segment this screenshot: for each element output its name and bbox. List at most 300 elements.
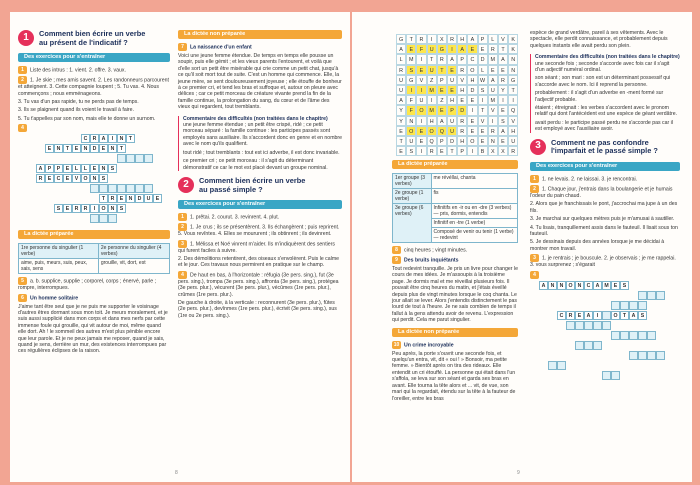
word-search-cell: A [447,54,457,64]
word-search-cell: E [437,105,447,115]
word-search-cell: H [427,116,437,126]
crossword-row [36,174,108,183]
word-search-cell: N [508,54,518,64]
crossword-cell: R [36,174,45,183]
word-search-cell: S [406,146,416,156]
word-search-cell: T [427,54,437,64]
crossword-cell [117,154,126,163]
crossword-cell: T [99,194,108,203]
crossword-cell: E [63,164,72,173]
word-search-cell: C [467,54,477,64]
right-col-1 [392,160,518,404]
crossword-row [566,321,611,330]
word-search-cell: Q [508,105,518,115]
word-search-cell: Z [437,95,447,105]
crossword-cell: I [593,311,602,320]
crossword-cell [629,351,638,360]
crossword-cell: S [638,311,647,320]
ex3-7: 3 1. je rentrais ; je bouscule. 2. je observais ; je me rappelai. 3. vous surprenez ; s'égarait [530,255,676,269]
crossword-cell [108,214,117,223]
crossword-cell [656,351,665,360]
crossword-cell [638,301,647,310]
crossword-cell: D [90,144,99,153]
crossword-cell: L [72,164,81,173]
crossword-cell [629,301,638,310]
word-search-cell: E [467,44,477,54]
word-search-cell: R [396,65,406,75]
crossword-cell [126,154,135,163]
right-page [352,12,692,482]
crossword-cell [602,371,611,380]
word-search-cell: E [437,85,447,95]
word-search-cell: Y [396,116,406,126]
left-page [10,12,350,482]
word-search-cell: F [416,44,426,54]
crossword-cell: L [81,164,90,173]
dictee-continued: espèce de grand verdâtre, pareil à ses vêtements. Avec le spectacle, elle perdit connaissance, et probablement depuis quelques instants elle avait perdu son plein. [530,30,668,49]
word-search-cell: A [437,116,447,126]
crossword-cell: R [108,194,117,203]
crossword-cell: C [584,281,593,290]
dictee-np-band: La dictée non préparée [178,30,342,39]
word-search-cell: E [396,126,406,136]
chapter-title: Comment bien écrire un verbe au présent de l'indicatif ? [39,29,146,47]
word-search-cell: U [447,75,457,85]
crossword-cell: O [611,311,620,320]
word-search-cell: H [457,85,467,95]
crossword-cell [593,321,602,330]
word-search-cell: P [457,146,467,156]
crossword-cell [135,184,144,193]
word-search-cell: N [406,116,416,126]
word-search-cell: G [406,75,416,85]
crossword-row [611,301,647,310]
chapter-number: 2 [178,177,194,193]
word-search-cell: E [447,85,457,95]
exercise-2: 2 1. Je skie ; mes amis savent. 2. Les randonneurs parcourent et atteignent. 3. Cette compagnie loupent ; 5. Tu vas. 4. Nous commençons ; nous emménageons. [18,77,169,97]
crossword-cell: M [602,281,611,290]
crossword-cell [638,331,647,340]
word-search-cell: B [478,146,488,156]
word-search-cell: T [396,136,406,146]
ex-r2-title: 9 Des bruits inquiétants [392,256,518,264]
chapter-number: 3 [530,139,546,155]
crossword-cell: E [45,144,54,153]
crossword-cell: O [81,174,90,183]
word-search-cell: Z [427,75,437,85]
crossword-cell: I [90,204,99,213]
crossword-cell: U [144,194,153,203]
word-search-cell: F [406,95,416,105]
word-search-cell: Y [396,105,406,115]
word-search-cell: A [396,95,406,105]
word-search-cell: U [508,136,518,146]
word-search-cell: T [508,85,518,95]
crossword-row [638,291,665,300]
ex-r1: 8 cinq heures ; vingt minutes. [392,246,518,254]
crossword-cell: A [584,311,593,320]
crossword-cell [602,321,611,330]
word-search-cell: E [447,65,457,75]
crossword-cell: N [54,144,63,153]
exercise-6-text: J'aime tant être seul que je ne puis me supporter le voisinage d'autres êtres dormant sous mon toit. Je meurs moralement, et je suis aussi supplicié dans mon corps et dans mes nerfs par cette immense foule qui grouille, qui vit autour de moi, même quand elle dort. Ah ! le sommeil des autres m'est plus pénible encore que leur parole. Et je ne peux jamais me reposer, quand je sais, quand je sens, derrière un mur, des existences interrompues par ces régulières éclipses de la raison. [18,303,168,355]
word-search-cell: M [488,95,498,105]
dictee-title: 7 La naissance d'un enfant [178,43,342,51]
crossword-cell: N [557,281,566,290]
word-search-cell: Q [427,136,437,146]
group-table: 1er groupe (3 verbes) me révéllai, chanta 2e groupe (1 verbe) fis 3e groupe (6 verbes) Infinitifs en -ir ou en -dre (3 verbes) — pris, dormis, entendis Infinitif en -tre (1 verbe) Composé de venir ou tenir (1 verbe) — redevint [392,173,518,243]
crossword-cell: A [629,311,638,320]
word-search-cell: E [437,146,447,156]
crossword-cell: I [108,134,117,143]
word-search-cell: G [508,75,518,85]
crossword-cell: N [99,164,108,173]
crossword-cell [629,331,638,340]
crossword-cell [566,321,575,330]
word-search-cell: R [457,126,467,136]
word-search-cell: I [427,95,437,105]
word-search-cell: O [406,126,416,136]
word-search-cell: E [478,136,488,146]
word-search-cell: V [457,75,467,85]
word-search-cell: D [457,105,467,115]
word-search-cell: U [447,126,457,136]
crossword-row [90,184,153,193]
word-search-cell: U [427,65,437,75]
crossword-cell: A [36,164,45,173]
crossword-cell: E [117,194,126,203]
crossword-cell: E [611,281,620,290]
crossword-cell [584,321,593,330]
exercise-5: 5 a. b. supplice, supplie ; corporel, corps ; énervé, parle ; rompre, interrompues. [18,278,157,292]
word-search-cell: H [467,75,477,85]
ex3-4: 3. Je marchai sur quelques mètres puis je m'amusai à sautiller. [530,216,675,223]
crossword-row [54,204,126,213]
crossword-cell [99,184,108,193]
word-search-cell: R [437,54,447,64]
crossword-cell: N [108,204,117,213]
word-search-grid [396,34,518,156]
crossword-row [557,311,647,320]
word-search-cell: I [416,146,426,156]
word-search-cell: X [498,146,508,156]
crossword-cell: N [117,134,126,143]
crossword-cell: S [54,204,63,213]
word-search-cell: P [437,75,447,85]
crossword-cell: R [566,311,575,320]
exercise-3a: 3. Tu vas d'un pas rapide, tu ne perds pas de temps. [18,99,139,105]
crossword-cell: T [117,144,126,153]
word-search-cell: N [488,136,498,146]
word-search-cell: E [498,65,508,75]
word-search-cell: R [488,126,498,136]
word-search-cell: T [406,34,416,44]
crossword-cell: C [81,134,90,143]
word-search-cell: L [396,54,406,64]
left-col-1 [18,30,170,357]
word-search-cell: V [416,75,426,85]
word-search-cell: I [427,34,437,44]
ex-r3: Peu après, la porte s'ouvrit une seconde fois, et quelqu'un entra, vit, dit « oui ! » Bonsoir, ma petite femme. » Bientôt après on tira des rideaux. Elle entendit un cri étouffé. La personne qui était dans l'un s'affola, se leva sur son séant et garda ses bras en avant. Elle tourna la tête alors et ... vit, de vue, son mari qui la regardait, étendu sur la tête à la fauteur de l'oreiller, entre les bras [392,350,516,402]
word-search-cell: P [437,136,447,146]
word-search-cell: I [406,85,416,95]
crossword-cell: E [63,174,72,183]
word-search-cell: E [467,126,477,136]
word-search-cell: Y [498,85,508,95]
crossword-row [45,144,126,153]
ex2-2: 2 1. Je crus ; ils se présentèrent. 3. Ils échangèrent ; puis reprirent. 5. Vous revîntes. 4. Elles se moururent ; ils obtinrent ; ils devinrent. [178,224,340,238]
crossword-cell: E [45,174,54,183]
crossword-row [36,164,117,173]
crossword-row [575,341,602,350]
word-search-cell: U [427,44,437,54]
crossword-cell [620,331,629,340]
crossword-cell [99,214,108,223]
word-search-cell: E [488,65,498,75]
crossword-grid [18,134,170,226]
word-search-cell: D [467,85,477,95]
chapter-number: 1 [18,30,34,46]
word-search-cell: R [498,75,508,85]
crossword-cell [575,321,584,330]
crossword-cell [557,361,566,370]
word-search-cell: V [478,116,488,126]
crossword-cell [144,184,153,193]
crossword-cell [126,184,135,193]
crossword-row [81,134,135,143]
crossword-cell: N [548,281,557,290]
word-search-cell: R [447,34,457,44]
crossword-cell: E [72,144,81,153]
word-search-cell: I [488,116,498,126]
ex-r2: Tout redevint tranquille. Je pris un livre pour changer le cours de mes idées. Je m'assoupis à la troisième page. Je dormis mal et me réveillai plusieurs fois. Il pouvait être cinq heures du matin, et j'étais éveillé depuis plus de vingt minutes lorsque le coq chanta. Le jour allait se lever. Alors j'entendis distinctement le pas lourd de tout à l'heure. Je ne sais combien de temps il fallut à la gens attendu avoir de revenu. L'expression qui perdit. Cela me parut singulier. [392,266,519,324]
crossword-cell: T [63,144,72,153]
crossword-cell [647,351,656,360]
crossword-cell: E [90,164,99,173]
exercise-3b: 3. Ils se plaignent quand ils voient le travail à faire. [18,107,134,114]
crossword-cell: N [108,144,117,153]
word-search-cell: I [416,116,426,126]
word-search-cell: I [508,95,518,105]
ex2-5: 4 De haut en bas, à l'horizontale : réfugia (3e pers. sing.), fut (3e pers. sing.), trompa (3e pers. sing.), affronta (3e pers. sing.), protégea (3e pers. plur.), vécurent (3e pers. plur.), vécûmes (1re pers. plur.), crûmes (1re pers. plur.). [178,271,339,298]
ex2-3: 3 1. Mélissa et Noé vinrent m'aider. Ils m'indiquèrent des sentiers qui furent faciles à suivre. [178,240,335,254]
word-search-cell: U [416,95,426,105]
chapter-title: Comment bien écrire un verbe au passé simple ? [199,175,306,194]
crossword-cell: A [539,281,548,290]
crossword-cell: E [63,204,72,213]
crossword-cell: A [99,134,108,143]
word-search-cell: H [457,34,467,44]
crossword-cell [90,184,99,193]
word-search-cell: E [416,136,426,146]
crossword-cell: N [575,281,584,290]
crossword-row [117,154,153,163]
crossword-cell: P [45,164,54,173]
word-search-cell: R [457,65,467,75]
ex3-5: 4. Tu lisais, tranquillement assis dans le fauteuil. Il lisait sous ton fauteuil. [530,224,678,237]
word-search-cell: M [406,54,416,64]
crossword-cell: R [81,204,90,213]
difficulty-note: Commentaire des difficultés (non traitées dans le chapitre) une jeune femme étendue ; un petit être crispé, ridé ; ce petit morceau séparé : la famille continue : les participes passés sont employés sans auxiliaire. Ils s'accordent donc en genre et en nombre avec le nom qu'ils qualifient. tout ridé ; tout tremblants : tout est ici adverbe, il est donc invariable. ce premier cri ; ce petit morceau : il s'agit du déterminant démonstratif ce car le mot est placé devant un groupe nominal. [178,116,342,171]
crossword-cell: E [575,311,584,320]
word-search-cell: E [396,146,406,156]
crossword-cell: O [99,204,108,213]
crossword-cell [638,291,647,300]
crossword-cell: S [99,174,108,183]
crossword-row [611,331,656,340]
crossword-cell [144,154,153,163]
ex2-4: 2. Des démolitions retentirent, des oiseaux s'envolèrent. Puis le calme et le jour. Ces travaux nous permirent en pratique sur le champ. [178,255,340,269]
crossword-row [99,194,162,203]
word-search-cell: A [467,34,477,44]
ex2-6: De gauche à droite, à la verticale : reconnurent (3e pers. plur.), fûtes (2e pers. plur.), devînmes (1re pers. plur.), écrivit (3e pers. sing.), sus (1re ou 2e pers. sing.). [178,299,337,319]
ex-r3-title: 10 Un crime incroyable [393,341,454,349]
word-search-cell: L [478,65,488,75]
exercise-3c: 5. Tu t'appelles par son nom, mais elle te donne un surnom. [18,115,156,122]
word-search-cell: U [447,116,457,126]
word-search-cell: E [467,95,477,105]
ex3-8-label: 4 [530,271,680,279]
crossword-cell: T [620,311,629,320]
word-search-cell: V [488,105,498,115]
crossword-cell: O [566,281,575,290]
word-search-cell: P [457,54,467,64]
word-search-cell: G [396,34,406,44]
crossword-row [629,351,665,360]
word-search-cell: T [447,146,457,156]
word-search-cell: T [498,44,508,54]
left-col-2 [178,30,342,321]
chapter-3-header [530,139,680,156]
word-search-cell: A [498,54,508,64]
word-search-cell: E [406,44,416,54]
crossword-cell: P [54,164,63,173]
crossword-cell [90,214,99,223]
word-search-cell: H [447,95,457,105]
word-search-cell: R [416,34,426,44]
crossword-cell [647,291,656,300]
word-search-cell: E [467,116,477,126]
word-search-cell: H [508,126,518,136]
word-search-cell: I [416,85,426,95]
word-search-cell: G [437,44,447,54]
word-search-cell: O [416,105,426,115]
crossword-cell [548,361,557,370]
crossword-cell: E [99,144,108,153]
crossword-cell [611,331,620,340]
word-search-cell: M [427,85,437,95]
ex3-3: 2. Alors que je franchissais le pont, j'accrochai ma jupe à un des fils. [530,201,678,214]
verb-table: 1re personne du singulier (1 verbe) 2e personne du singulier (4 verbes) aime, puis, meurs, suis, peux, sais, sens grouille, vit, dort, est [18,243,170,274]
word-search-cell: E [457,95,467,105]
crossword-cell: V [72,174,81,183]
word-search-cell: E [498,136,508,146]
word-search-cell: I [416,54,426,64]
page-number: 9 [517,470,520,476]
word-search-cell: L [488,34,498,44]
crossword-row [548,361,566,370]
crossword-row [602,371,620,380]
page-number: 8 [175,470,178,476]
crossword-cell: A [593,281,602,290]
crossword-cell [611,371,620,380]
word-search-cell: I [467,105,477,115]
word-search-cell: I [467,146,477,156]
crossword-cell [647,331,656,340]
exercises-band: Des exercices pour s'entraîner [530,162,680,171]
ex3-6: 5. Je dessinais depuis des années lorsque je me décidai à montrer mon travail. [530,239,665,252]
word-search-cell: E [478,44,488,54]
crossword-cell [117,184,126,193]
crossword-cell: D [135,194,144,203]
word-search-cell: W [478,75,488,85]
word-search-cell: M [427,105,437,115]
crossword-cell: T [126,134,135,143]
word-search-cell: U [488,85,498,95]
word-search-cell: E [416,126,426,136]
word-search-cell: V [498,34,508,44]
ex2-1: 1 1. prêtai. 2. courut. 3. revinrent. 4. plut. [178,213,342,221]
word-search-cell: E [478,126,488,136]
word-search-cell: E [416,65,426,75]
crossword-row [90,214,117,223]
crossword-cell: R [72,204,81,213]
difficulty-note: Commentaire des difficultés (non traitées dans le chapitre) une seconde fois ; seconde s'accorde avec fois car il s'agit d'un adjectif numéral ordinal. son séant ; son mari : son est un déterminant possessif qui s'accorde avec le nom. Ici il reprend la personne. probablement : il s'agit d'un adverbe en -ment formé sur l'adjectif probable. étaient ; étreignait : les verbes s'accordent avec le pronom relatif qui dont l'antécédent est une espèce de géant verdâtre. avait perdu : le participe passé perdu ne s'accorde pas car il est employé avec l'auxiliaire avoir. [530,54,680,132]
word-search-cell: A [396,44,406,54]
crossword-cell: S [108,164,117,173]
ex3-1: 1 1. ne levais. 2. ne laissai. 3. je rencontrai. [530,175,680,183]
word-search-cell: T [478,105,488,115]
word-search-cell: Q [437,126,447,136]
word-search-cell: I [498,95,508,105]
right-col-2 [530,30,680,393]
crossword-cell [620,301,629,310]
crossword-cell [584,341,593,350]
word-search-cell: R [427,146,437,156]
exercises-band: Des exercices pour s'entraîner [18,53,170,62]
crossword-cell: N [90,174,99,183]
crossword-cell [638,351,647,360]
word-search-cell: R [457,116,467,126]
word-search-cell: V [508,116,518,126]
exercise-4-label: 4 [18,124,170,132]
crossword-cell: R [90,134,99,143]
dictee-np-band: La dictée non préparée [392,328,518,337]
crossword-cell: C [54,174,63,183]
dictee-band: La dictée préparée [18,230,170,239]
chapter-2-header [178,177,342,194]
word-search-cell: U [406,136,416,146]
dictee-band: La dictée préparée [392,160,518,169]
crossword-cell [602,311,611,320]
word-search-cell: O [467,65,477,75]
word-search-cell: K [508,44,518,54]
word-search-cell: U [396,85,406,95]
word-search-cell: A [498,126,508,136]
word-search-cell: D [478,54,488,64]
word-search-cell: S [406,65,416,75]
crossword-cell: N [81,144,90,153]
word-search-cell: D [447,136,457,146]
word-search-cell: E [498,105,508,115]
word-search-cell: S [478,85,488,95]
word-search-cell: U [396,75,406,85]
exercises-band: Des exercices pour s'entraîner [178,200,342,209]
crossword-cell: S [620,281,629,290]
word-search-cell: A [488,75,498,85]
word-search-cell: X [437,34,447,44]
word-search-cell: O [467,136,477,146]
